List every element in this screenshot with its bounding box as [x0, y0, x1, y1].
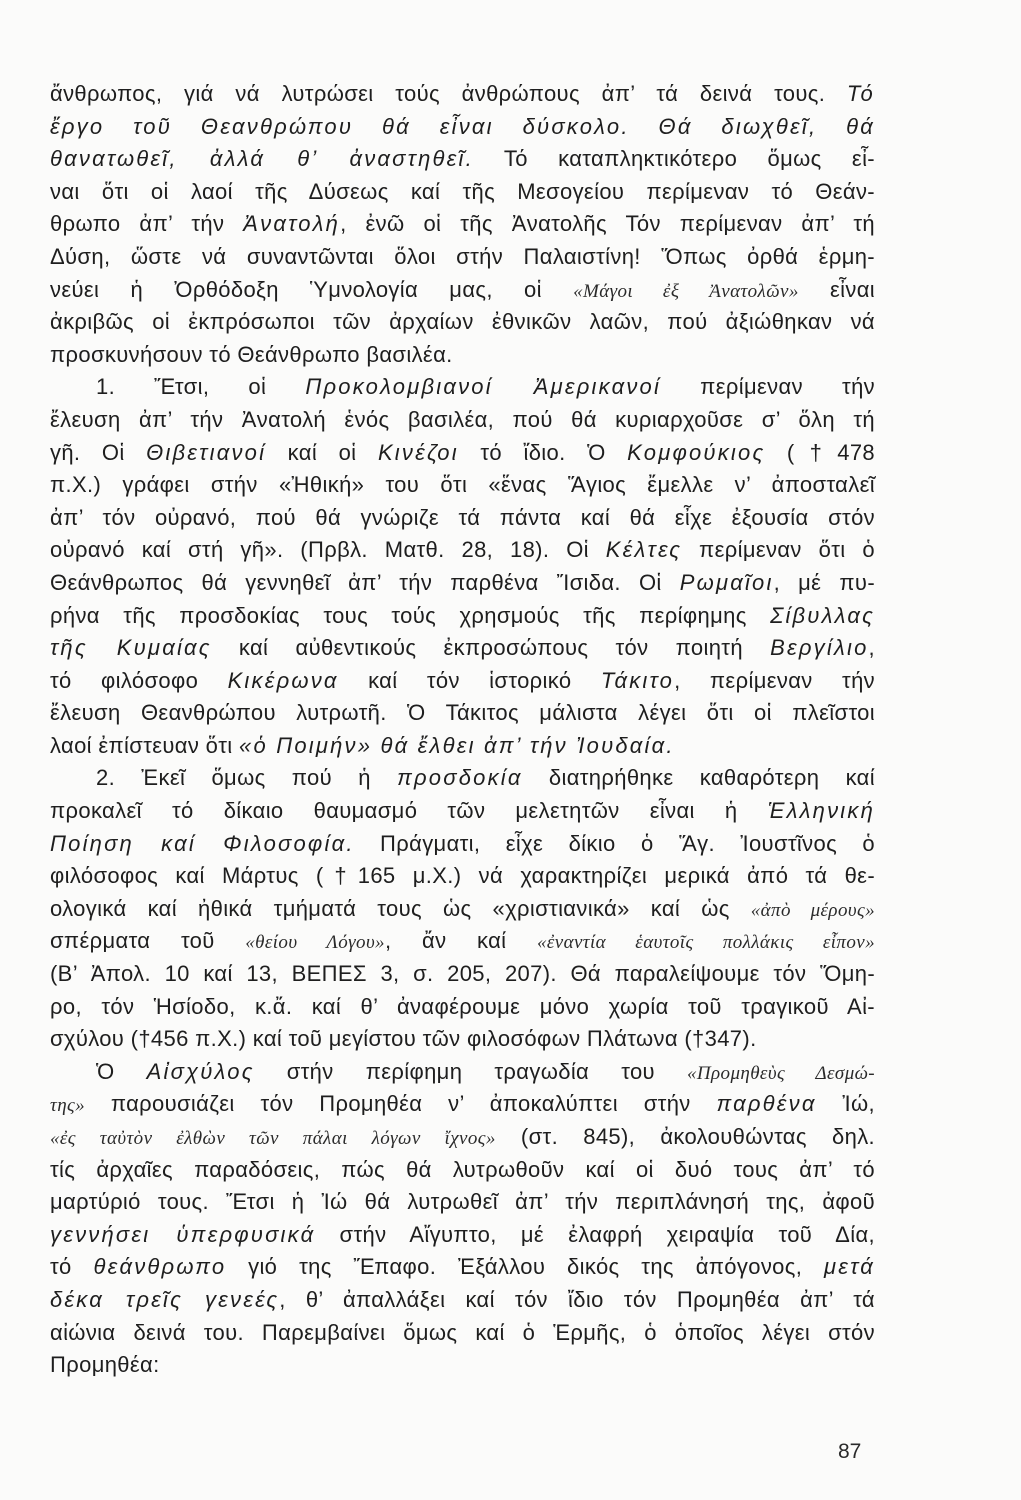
- text-run: στήν περίφημη τραγωδία του: [254, 1058, 687, 1084]
- text-run: φιλόσοφος καί Μάρτυς (†165 μ.Χ.) νά χαρακτηρίζει μερικά ἀπό τά θε-: [50, 863, 875, 889]
- text-line: [50, 274, 875, 307]
- text-run: ρο, τόν Ἡσίοδο, κ.ἄ. καί θ’ ἀναφέρουμε μόνο χωρία τοῦ τραγικοῦ Αἰ-: [50, 993, 875, 1019]
- text-run: ολογικά καί ἠθικά τμήματά τους ὡς «χριστιανικά» καί ὡς: [50, 895, 751, 921]
- text-run: προσκυνήσουν τό Θεάνθρωπο βασιλέα.: [50, 341, 453, 367]
- text-run: Ἰώ,: [816, 1091, 875, 1117]
- text-line: [50, 437, 875, 470]
- text-line: [50, 78, 875, 111]
- emphasis: Βεργίλιο: [770, 635, 869, 661]
- text-line: [50, 991, 875, 1024]
- text-run: περίμεναν ὅτι ὁ: [682, 537, 875, 563]
- text-run: ἔλευση ἀπ’ τήν Ἀνατολή ἑνός βασιλέα, πού θά κυριαρχοῦσε σ’ ὅλη τή: [50, 406, 875, 432]
- text-line: [50, 241, 875, 274]
- quotation: «Μάγοι ἐξ Ἀνατολῶν»: [573, 280, 799, 302]
- text-line: [50, 111, 875, 144]
- text-run: Δύση, ὥστε νά συναντῶνται ὅλοι στήν Παλαιστίνη! Ὅπως ὀρθά ἑρμη-: [50, 243, 875, 269]
- quotation: «ἀπὸ μέρους»: [750, 899, 875, 921]
- text-run: 2. Ἐκεῖ ὅμως πού ἡ: [96, 765, 398, 791]
- text-run: τό: [50, 1254, 94, 1280]
- text-line: [50, 1121, 875, 1154]
- emphasis: Αἰσχύλος: [146, 1058, 255, 1084]
- text-line: [50, 600, 875, 633]
- emphasis: Προκολομβιανοί Ἀμερικανοί: [305, 374, 662, 400]
- emphasis: δέκα τρεῖς γενεές: [50, 1286, 280, 1312]
- text-run: καί αὐθεντικούς ἐκπροσώπους τόν ποιητή: [211, 635, 771, 661]
- emphasis: παρθένα: [716, 1091, 817, 1117]
- text-line: [50, 958, 875, 991]
- text-run: ναι ὅτι οἱ λαοί τῆς Δύσεως καί τῆς Μεσογείου περίμεναν τό Θεάν-: [50, 178, 875, 204]
- quotation: «θείου Λόγου»: [245, 932, 385, 954]
- text-line: [50, 1056, 875, 1089]
- text-run: Θεάνθρωπος θά γεννηθεῖ ἀπ’ τήν παρθένα Ἴσιδα. Οἱ: [50, 569, 680, 595]
- text-line: [50, 371, 875, 404]
- text-run: γῆ. Οἱ: [50, 439, 147, 465]
- text-line: [50, 534, 875, 567]
- text-run: Τό καταπληκτικότερο ὅμως εἶ-: [473, 146, 875, 172]
- emphasis: προσδοκία: [397, 765, 523, 791]
- emphasis: Κέλτες: [605, 537, 683, 563]
- text-run: ἔλευση Θεανθρώπου λυτρωτῆ. Ὁ Τάκιτος μάλιστα λέγει ὅτι οἱ πλεῖστοι: [50, 700, 875, 726]
- emphasis: θεάνθρωπο: [93, 1254, 227, 1280]
- text-run: εἶναι: [798, 276, 876, 302]
- text-run: Πράγματι, εἶχε δίκιο ὁ Ἅγ. Ἰουστῖνος ὁ: [354, 830, 875, 856]
- text-run: γιό της Ἔπαφο. Ἐξάλλου δικός της ἀπόγονος,: [226, 1254, 824, 1280]
- text-run: μαρτύριό τους. Ἔτσι ἡ Ἰώ θά λυτρωθεῖ ἀπ’ τήν περιπλάνησή της, ἀφοῦ: [50, 1189, 875, 1215]
- paragraph: [50, 1056, 875, 1382]
- text-run: π.Χ.) γράφει στήν «Ἠθική» του ὅτι «ἕνας Ἅγιος ἔμελλε ν’ ἀποσταλεῖ: [50, 472, 875, 498]
- emphasis: Ἀνατολή: [243, 211, 341, 237]
- text-line: [50, 1186, 875, 1219]
- text-run: , περίμεναν τήν: [674, 667, 875, 693]
- text-line: [50, 469, 875, 502]
- text-line: [50, 860, 875, 893]
- text-line: [50, 404, 875, 437]
- text-line: [50, 208, 875, 241]
- text-run: οὐρανό καί στή γῆ». (Πρβλ. Ματθ. 28, 18). Οἱ: [50, 537, 606, 563]
- emphasis: τῆς Κυμαίας: [50, 635, 212, 661]
- text-line: [50, 925, 875, 958]
- text-line: [50, 502, 875, 535]
- quotation: «Προμηθεὺς Δεσμώ-: [687, 1062, 876, 1084]
- text-run: , ἐνῶ οἱ τῆς Ἀνατολῆς Τόν περίμεναν ἀπ’ τή: [340, 211, 875, 237]
- text-run: τίς ἀρχαῖες παραδόσεις, πώς θά λυτρωθοῦν καί οἱ δυό τους ἀπ’ τό: [50, 1156, 875, 1182]
- text-run: (στ. 845), ἀκολουθώντας δηλ.: [495, 1124, 876, 1149]
- text-line: [50, 1088, 875, 1121]
- text-run: τό φιλόσοφο: [50, 667, 228, 693]
- text-run: αἰώνια δεινά του. Παρεμβαίνει ὅμως καί ὁ Ἑρμῆς, ὁ ὁποῖος λέγει στόν: [50, 1319, 875, 1345]
- text-line: [50, 1349, 875, 1382]
- text-line: [50, 306, 875, 339]
- text-line: [50, 1251, 875, 1284]
- text-run: ρήνα τῆς προσδοκίας τους τούς χρησμούς τῆς περίφημης: [50, 602, 771, 628]
- page-body: [50, 78, 875, 1382]
- text-line: [50, 1023, 875, 1056]
- emphasis: γεννήσει ὑπερφυσικά: [50, 1221, 316, 1247]
- text-line: [50, 697, 875, 730]
- text-run: ἄνθρωπος, γιά νά λυτρώσει τούς ἀνθρώπους ἀπ’ τά δεινά τους.: [50, 81, 847, 106]
- text-run: , ἄν καί: [384, 928, 537, 954]
- emphasis: Κικέρωνα: [227, 667, 339, 693]
- emphasis: Τάκιτο: [600, 667, 675, 693]
- emphasis: Κινέζοι: [377, 439, 459, 465]
- text-run: περίμεναν τήν: [661, 374, 876, 400]
- paragraph: [50, 371, 875, 762]
- quotation: της»: [50, 1095, 86, 1117]
- text-line: [50, 893, 875, 926]
- text-line: [50, 632, 875, 665]
- emphasis: Ἑλληνική: [767, 798, 875, 824]
- quotation: «ἐς ταὐτὸν ἐλθὼν τῶν πάλαι λόγων ἴχνος»: [50, 1128, 496, 1149]
- emphasis: Σίβυλλας: [770, 602, 875, 628]
- text-line: [50, 762, 875, 795]
- text-run: λαοί ἐπίστευαν ὅτι: [50, 732, 240, 758]
- text-run: προκαλεῖ τό δίκαιο θαυμασμό τῶν μελετητῶν εἶναι ἡ: [50, 798, 768, 824]
- text-run: ἀκριβῶς οἱ ἐκπρόσωποι τῶν ἀρχαίων ἐθνικῶν λαῶν, πού ἀξιώθηκαν νά: [50, 309, 875, 335]
- text-run: (†478: [765, 439, 875, 465]
- text-line: [50, 1219, 875, 1252]
- paragraph: [50, 78, 875, 371]
- page-number: 87: [838, 1440, 862, 1463]
- emphasis: θανατωθεῖ, ἀλλά θ’ ἀναστηθεῖ.: [50, 146, 474, 172]
- text-run: Ὁ: [96, 1058, 147, 1084]
- text-line: [50, 795, 875, 828]
- text-run: θρωπο ἀπ’ τήν: [50, 211, 244, 237]
- text-run: Προμηθέα:: [50, 1352, 160, 1378]
- text-run: διατηρήθηκε καθαρότερη καί: [522, 765, 875, 791]
- text-line: [50, 1154, 875, 1187]
- text-line: [50, 1284, 875, 1317]
- emphasis: Θιβετιανοί: [146, 439, 267, 465]
- text-run: , θ’ ἀπαλλάξει καί τόν ἴδιο τόν Προμηθέα ἀπ’ τά: [279, 1286, 875, 1312]
- emphasis: Ποίηση καί Φιλοσοφία.: [50, 830, 355, 856]
- text-line: [50, 1317, 875, 1350]
- emphasis: Ρωμαῖοι: [679, 569, 774, 595]
- text-run: σχύλου (†456 π.Χ.) καί τοῦ μεγίστου τῶν φιλοσόφων Πλάτωνα (†347).: [50, 1026, 757, 1052]
- text-run: (Β’ Ἀπολ. 10 καί 13, ΒΕΠΕΣ 3, σ. 205, 207). Θά παραλείψουμε τόν Ὅμη-: [50, 961, 875, 987]
- text-run: σπέρματα τοῦ: [50, 928, 246, 954]
- text-run: τό ἴδιο. Ὁ: [458, 439, 628, 465]
- emphasis: Τό: [846, 81, 875, 106]
- text-run: στήν Αἴγυπτο, μέ ἐλαφρή χειραψία τοῦ Δία,: [315, 1221, 875, 1247]
- text-line: [50, 730, 875, 763]
- text-line: [50, 828, 875, 861]
- quotation: «ἐναντία ἑαυτοῖς πολλάκις εἶπον»: [536, 932, 875, 954]
- text-line: [50, 567, 875, 600]
- text-run: 1. Ἔτσι, οἱ: [96, 374, 306, 400]
- emphasis: Κομφούκιος: [627, 439, 766, 465]
- text-run: καί οἱ: [266, 439, 378, 465]
- paragraph: [50, 762, 875, 1055]
- text-run: παρουσιάζει τόν Προμηθέα ν’ ἀποκαλύπτει στήν: [85, 1091, 717, 1117]
- text-line: [50, 665, 875, 698]
- emphasis: «ὁ Ποιμήν» θά ἔλθει ἀπ’ τήν Ἰουδαία.: [239, 732, 675, 758]
- text-run: νεύει ἡ Ὀρθόδοξη Ὑμνολογία μας, οἱ: [50, 276, 574, 302]
- text-run: ἀπ’ τόν οὐρανό, πού θά γνώριζε τά πάντα καί θά εἶχε ἐξουσία στόν: [50, 504, 875, 530]
- text-line: [50, 143, 875, 176]
- text-line: [50, 176, 875, 209]
- text-run: ,: [868, 635, 875, 661]
- text-run: καί τόν ἱστορικό: [338, 667, 601, 693]
- text-run: , μέ πυ-: [773, 569, 875, 595]
- emphasis: ἔργο τοῦ Θεανθρώπου θά εἶναι δύσκολο. Θά διωχθεῖ, θά: [50, 113, 875, 139]
- text-line: [50, 339, 875, 372]
- emphasis: μετά: [824, 1254, 875, 1280]
